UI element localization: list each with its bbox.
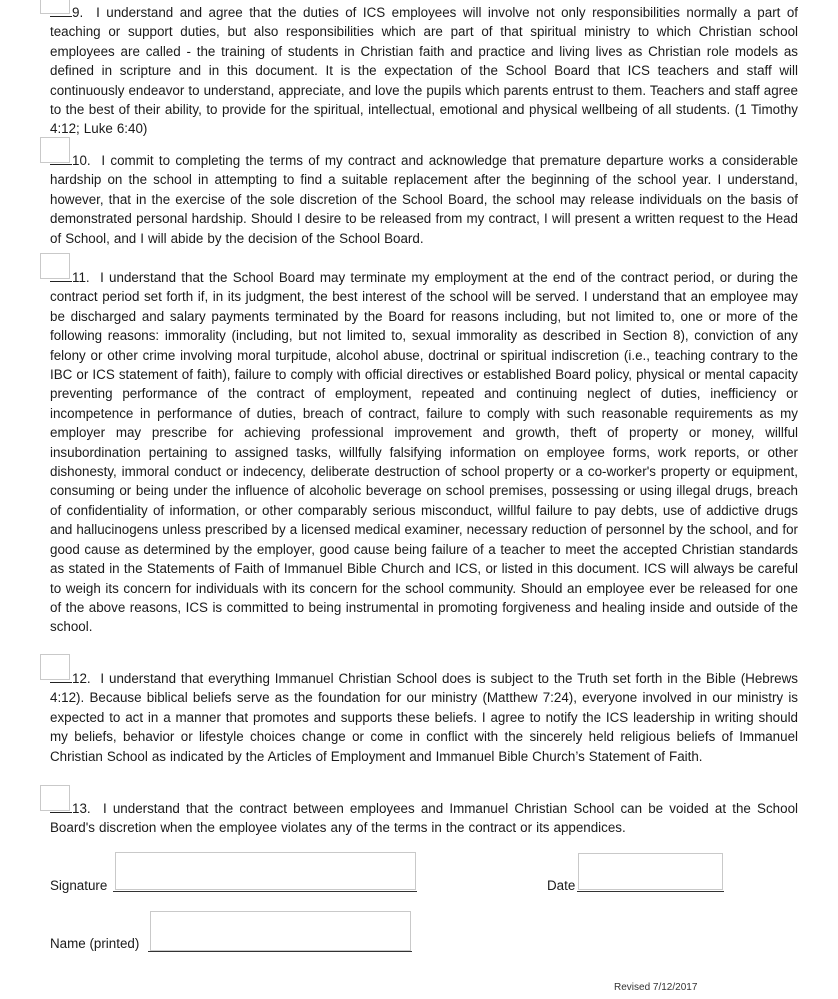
clause-12 <box>50 669 798 766</box>
clause-11-paragraph <box>50 268 798 637</box>
clause-13 <box>50 799 798 838</box>
clause-text: I understand that everything Immanuel Christian School does is subject to the Truth set forth in the Bible (Hebrews 4:12). Because biblical beliefs serve as the foundation for our ministry (Matthew 7:24), everyone involved in our ministry is expected to act in a manner that promotes and supports these beliefs. I agree to notify the ICS leadership in writing should my beliefs, behavior or lifestyle choices change or come in conflict with the sincerely held religious beliefs of Immanuel Christian School as indicated by the Articles of Employment and Immanuel Bible Church’s Statement of Faith. <box>50 671 798 764</box>
clause-number: 11. <box>72 270 90 285</box>
initial-blank[interactable] <box>50 799 72 813</box>
clause-9 <box>50 3 798 139</box>
revised-date: Revised 7/12/2017 <box>614 982 698 993</box>
clause-text: I understand and agree that the duties of ICS employees will involve not only responsibilities normally a part of teaching or support duties, but also responsibilities which are part of that spiritual ministry to which Christian school employees are called - the training of students in Christian faith and practice and living lives as Christian role models as defined in scripture and in this document. It is the expectation of the School Board that ICS teachers and staff will continuously endeavor to understand, appreciate, and love the pupils which parents entrust to them. Teachers and staff agree to the best of their ability, to provide for the spiritual, intellectual, emotional and physical wellbeing of all students. (1 Timothy 4:12; Luke 6:40) <box>50 5 798 137</box>
name-printed-line <box>148 951 412 952</box>
initial-blank[interactable] <box>50 268 72 282</box>
signature-field[interactable] <box>115 852 416 890</box>
clause-text: I commit to completing the terms of my contract and acknowledge that premature departure works a considerable hardship on the school in attempting to find a suitable replacement after the beginning of the school year. I understand, however, that in the exercise of the sole discretion of the School Board, the school may release individuals on the basis of demonstrated personal hardship. Should I desire to be released from my contract, I will present a written request to the Head of School, and I will abide by the decision of the School Board. <box>50 153 798 246</box>
date-field[interactable] <box>578 853 723 890</box>
initial-blank[interactable] <box>50 669 72 683</box>
name-printed-field[interactable] <box>150 911 411 951</box>
clause-13-paragraph <box>50 799 798 838</box>
clause-number: 13. <box>72 801 91 816</box>
date-line <box>577 891 724 892</box>
clause-11 <box>50 268 798 637</box>
clause-10 <box>50 151 798 248</box>
name-printed-label: Name (printed) <box>50 936 140 951</box>
signature-label: Signature <box>50 878 108 893</box>
clause-12-paragraph <box>50 669 798 766</box>
clause-9-paragraph <box>50 3 798 139</box>
initial-blank[interactable] <box>50 3 72 17</box>
signature-line <box>113 891 417 892</box>
clause-text: I understand that the contract between employees and Immanuel Christian School can be voided at the School Board's discretion when the employee violates any of the terms in the contract or its appendices. <box>50 801 798 836</box>
clause-number: 10. <box>72 153 91 168</box>
clause-10-paragraph <box>50 151 798 248</box>
date-label: Date <box>547 878 576 893</box>
clause-number: 12. <box>72 671 91 686</box>
initial-blank[interactable] <box>50 151 72 165</box>
clause-text: I understand that the School Board may terminate my employment at the end of the contract period, or during the contract period set forth if, in its judgment, the best interest of the school will be served. I understand that an employee may be discharged and salary payments terminated by the Board for reasons including, but not limited to, one or more of the following reasons: immorality (including, but not limited to, sexual immorality as described in Section 8), conviction of any felony or other crime involving moral turpitude, alcohol abuse, doctrinal or spiritual indiscretion (i.e., teaching contrary to the IBC or ICS statement of faith), failure to comply with official directives or established Board policy, physical or mental capacity preventing performance of the contract of employment, repeated and continuing neglect of duties, inefficiency or incompetence in performance of duties, breach of contract, failure to comply with such reasonable requirements as my employer may prescribe for achieving professional improvement and growth, theft of property or money, willful insubordination pertaining to assigned tasks, willfully falsifying information on employee forms, work reports, or other dishonesty, immoral conduct or indecency, deliberate destruction of school property or a co-worker's property or equipment, consuming or being under the influence of alcoholic beverage on school premises, possessing or using illegal drugs, breach of confidentiality of information, or other comparably serious misconduct, willful failure to pay debts, use of addictive drugs and hallucinogens unless prescribed by a licensed medical examiner, necessary reduction of personnel by the school, and for good cause as determined by the employer, good cause being failure of a teacher to meet the accepted Christian standards as stated in the Statements of Faith of Immanuel Bible Church and ICS, or listed in this document. ICS will always be careful to weigh its concern for individuals with its concern for the school community. Should an employee ever be released for one of the above reasons, ICS is committed to being instrumental in promoting forgiveness and healing inside and outside of the school. <box>50 270 798 635</box>
clause-number: 9. <box>72 5 84 20</box>
